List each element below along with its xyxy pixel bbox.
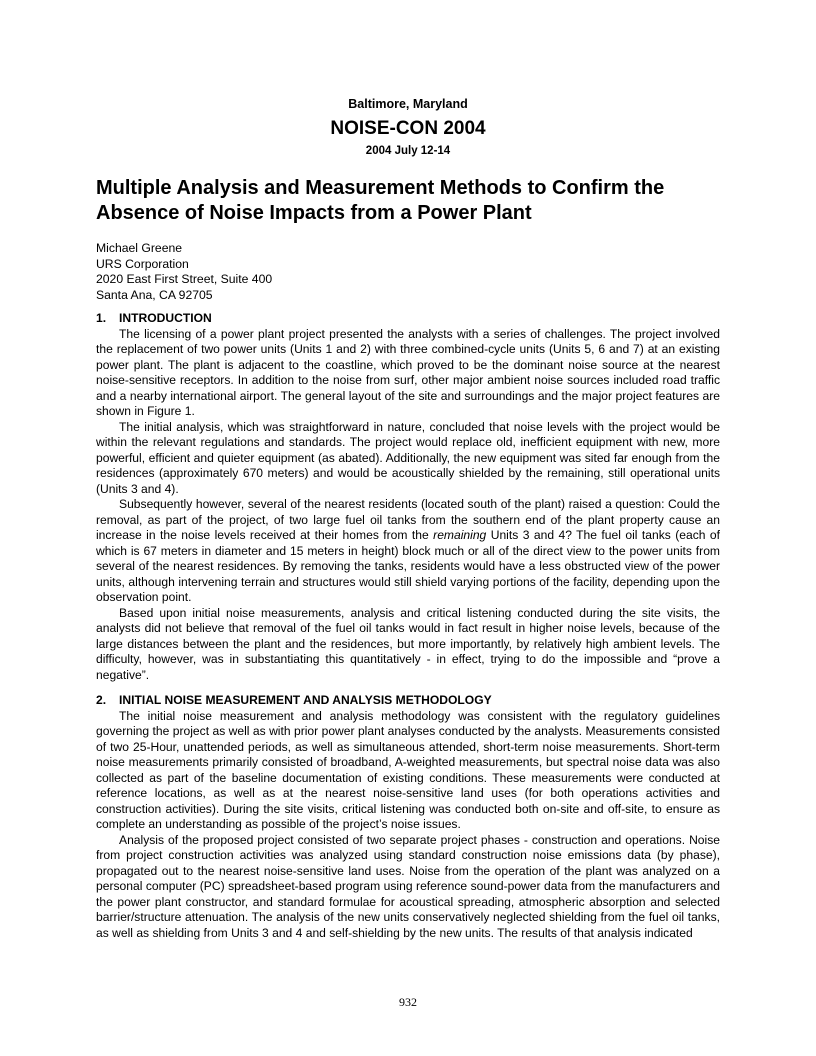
paper-body — [96, 311, 720, 941]
author-block — [96, 241, 272, 303]
paragraph: The licensing of a power plant project presented the analysts with a series of challenges. The project involved the replacement of two power units (Units 1 and 2) with three combined-cycle units (Units 5, 6 and 7) at an existing power plant. The plant is adjacent to the coastline, which proved to be the dominant noise source at the nearest noise-sensitive receptors. In addition to the noise from surf, other major ambient noise sources included road traffic and a nearby international airport. The general layout of the site and surroundings and the major project features are shown in Figure 1. — [96, 326, 720, 418]
conference-location: Baltimore, Maryland — [348, 97, 468, 111]
author-name: Michael Greene — [96, 241, 183, 255]
section-title: INITIAL NOISE MEASUREMENT AND ANALYSIS METHODOLOGY — [119, 693, 492, 707]
section-heading — [96, 693, 720, 709]
section-gap — [96, 683, 720, 693]
emphasis: remaining — [433, 528, 487, 542]
page-number: 932 — [399, 995, 417, 1009]
paragraph: Based upon initial noise measurements, analysis and critical listening conducted during the site visits, the analysts did not believe that removal of the fuel oil tanks would in fact result in higher noise levels, because of the large distances between the plant and the residences, but more importantly, by relatively high ambient levels. The difficulty, however, was in substantiating this quantitatively - in effect, trying to do the impossible and “prove a negative”. — [96, 605, 720, 682]
author-address-line1: 2020 East First Street, Suite 400 — [96, 272, 273, 286]
section-heading — [96, 311, 720, 327]
conference-dates: 2004 July 12-14 — [365, 145, 451, 157]
author-organization: URS Corporation — [96, 256, 189, 271]
paper-page — [96, 0, 720, 1056]
section-title: INTRODUCTION — [119, 311, 212, 325]
conference-name: NOISE-CON 2004 — [330, 118, 486, 139]
section-number: 2. — [96, 693, 107, 707]
paragraph: The initial analysis, which was straightforward in nature, concluded that noise levels with the project would be within the relevant regulations and standards. The project would replace old, inefficient equipment with new, more powerful, efficient and quieter equipment (as abated). Additionally, the new equipment was sited far enough from the residences (approximately 670 meters) and would be acoustically shielded by the remaining, still operational units (Units 3 and 4). — [96, 419, 720, 496]
paper-title: Multiple Analysis and Measurement Methods to Confirm the Absence of Noise Impacts from a Power Plant — [96, 177, 665, 224]
paragraph: Analysis of the proposed project consisted of two separate project phases - construction and operations. Noise from project construction activities was analyzed using standard construction noise emissions data (by phase), propagated out to the nearest noise-sensitive land uses. Noise from the operation of the plant was analyzed on a personal computer (PC) spreadsheet-based program using reference sound-power data from the manufacturers and the power plant constructor, and standard formulae for acoustical spreading, atmospheric absorption and selected barrier/structure attenuation. The analysis of the new units conservatively neglected shielding from the fuel oil tanks, as well as shielding from Units 3 and 4 and self-shielding by the new units. The results of that analysis indicated — [96, 832, 720, 940]
paragraph — [96, 497, 720, 606]
section-number: 1. — [96, 311, 107, 325]
paragraph-part: Subsequently however, several of the nearest residents (located south of the plant) raised a question: Could the removal, as part of the project, of two large fuel oil tanks from the southern end of the plant property cause an increase in the noise levels received at their homes from the remaining Units 3 and 4? The fuel oil tanks (each of which is 67 meters in diameter and 15 meters in height) block much or all of the direct view to the power units from several of the nearest residences. By removing the tanks, residents would have a less obstructed view of the power units, although intervening terrain and structures would still shield varying portions of the facility, depending upon the observation point. — [96, 497, 720, 604]
author-address-line2: Santa Ana, CA 92705 — [96, 287, 213, 302]
paragraph: The initial noise measurement and analysis methodology was consistent with the regulatory guidelines governing the project as well as with prior power plant analyses conducted by the analysts. Measurements consisted of two 25-Hour, unattended periods, as well as simultaneous attended, short-term noise measurements. Short-term noise measurements primarily consisted of broadband, A-weighted measurements, but spectral noise data was also collected as part of the baseline documentation of existing conditions. These measurements were conducted at reference locations, as well as at the nearest noise-sensitive land uses (for both operations activities and construction activities). During the site visits, critical listening was conducted both on-site and off-site, to ensure as complete an understanding as possible of the project’s noise issues. — [96, 708, 720, 831]
